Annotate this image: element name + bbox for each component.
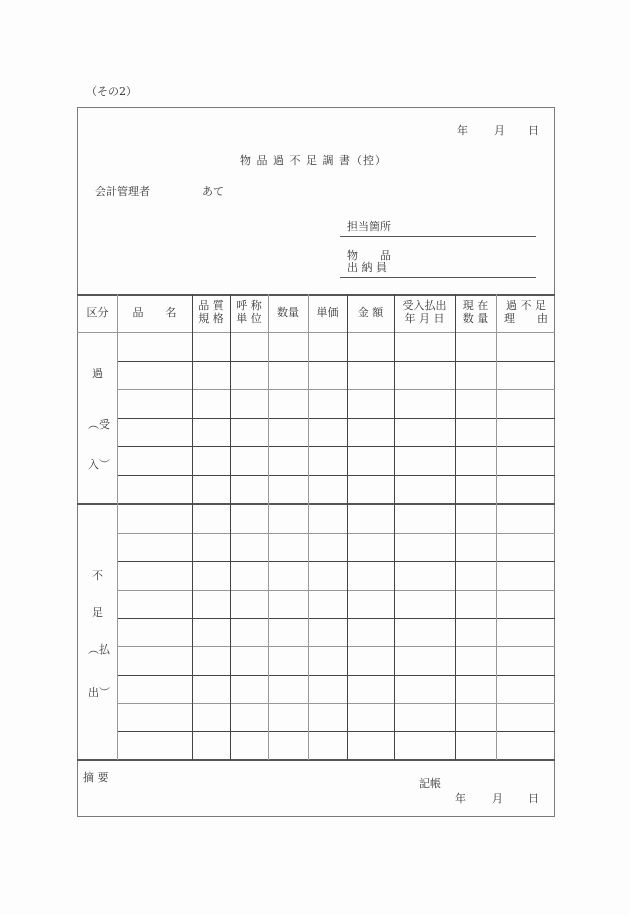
addressee-label: 会計管理者 bbox=[95, 185, 150, 198]
group-shortage-char-3: ︵払 bbox=[88, 643, 110, 656]
col-header-ukeharai-1: 受入払出 bbox=[402, 299, 447, 312]
col-rule bbox=[308, 294, 309, 760]
col-header-kingaku: 金 額 bbox=[357, 306, 384, 319]
officer-title-line2: 出 納 員 bbox=[347, 261, 387, 274]
row-rule bbox=[117, 561, 555, 562]
col-rule bbox=[117, 294, 118, 760]
col-header-kubun: 区分 bbox=[86, 306, 109, 319]
table-bottom-rule bbox=[77, 759, 555, 761]
ledger-label: 記帳 bbox=[419, 777, 441, 790]
col-header-genzai-1: 現 在 bbox=[462, 299, 489, 312]
row-rule bbox=[117, 731, 555, 732]
group-excess-char-1: 過 bbox=[92, 367, 103, 380]
col-header-hinmei: 品 名 bbox=[132, 306, 177, 319]
group-shortage-char-1: 不 bbox=[92, 569, 103, 582]
form-frame bbox=[77, 107, 555, 817]
officer-title-line1: 物 品 bbox=[347, 249, 391, 262]
sheet-label: （その2） bbox=[86, 85, 137, 98]
col-header-kosho-2: 単 位 bbox=[236, 312, 262, 325]
row-rule bbox=[117, 618, 555, 619]
ledger-date-month: 月 bbox=[492, 792, 503, 805]
col-rule bbox=[347, 294, 348, 760]
col-header-suryo: 数量 bbox=[277, 306, 299, 319]
ledger-date-year: 年 bbox=[455, 792, 466, 805]
col-header-tanka: 単価 bbox=[316, 306, 339, 319]
date-month: 月 bbox=[494, 124, 505, 137]
col-header-genzai-2: 数 量 bbox=[462, 312, 489, 325]
row-rule bbox=[117, 533, 555, 534]
group-divider bbox=[77, 503, 555, 505]
officer-dept-underline bbox=[340, 236, 536, 237]
ledger-date-day: 日 bbox=[528, 792, 539, 805]
col-header-kosho-1: 呼 称 bbox=[236, 299, 262, 312]
group-shortage-char-2: 足 bbox=[92, 606, 103, 619]
remarks-label: 摘 要 bbox=[83, 771, 109, 784]
col-rule bbox=[496, 294, 497, 760]
officer-dept-label: 担当箇所 bbox=[347, 220, 391, 233]
header-bottom-rule bbox=[77, 332, 555, 333]
col-rule bbox=[268, 294, 269, 760]
date-year: 年 bbox=[457, 124, 468, 137]
row-rule bbox=[117, 590, 555, 591]
row-rule bbox=[117, 475, 555, 476]
col-rule bbox=[230, 294, 231, 760]
col-rule bbox=[455, 294, 456, 760]
row-rule bbox=[117, 446, 555, 447]
group-excess-char-3: 入︶ bbox=[88, 458, 110, 471]
row-rule bbox=[117, 646, 555, 647]
officer-title-underline bbox=[340, 277, 536, 278]
date-day: 日 bbox=[528, 124, 539, 137]
form-title: 物 品 過 不 足 調 書（控） bbox=[240, 154, 387, 167]
row-rule bbox=[117, 675, 555, 676]
col-header-kafusoku-1: 過 不 足 bbox=[506, 299, 546, 312]
col-header-kafusoku-2: 理 由 bbox=[504, 312, 548, 325]
row-rule bbox=[117, 418, 555, 419]
group-shortage-char-4: 出︶ bbox=[88, 686, 110, 699]
col-rule bbox=[394, 294, 395, 760]
row-rule bbox=[117, 389, 555, 390]
col-rule bbox=[192, 294, 193, 760]
addressee-suffix: あて bbox=[202, 185, 224, 198]
col-header-hinshitsu-2: 規 格 bbox=[198, 312, 224, 325]
col-header-hinshitsu-1: 品 質 bbox=[198, 299, 224, 312]
row-rule bbox=[117, 703, 555, 704]
row-rule bbox=[117, 361, 555, 362]
group-excess-char-2: ︵受 bbox=[88, 418, 110, 431]
table-top-rule bbox=[77, 294, 555, 296]
col-header-ukeharai-2: 年 月 日 bbox=[404, 312, 445, 325]
